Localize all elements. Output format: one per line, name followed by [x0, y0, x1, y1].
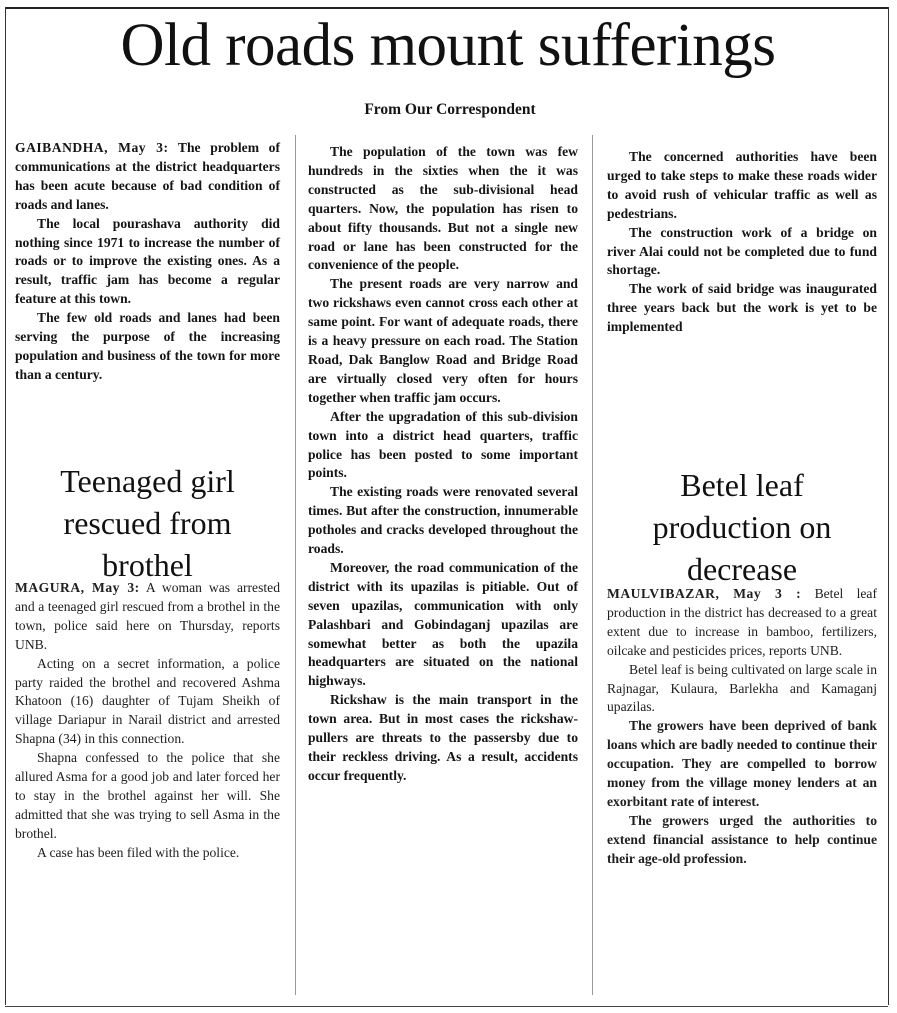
main-paragraph-6: After the upgradation of this sub-division town into a district head quarters, traffic police has been posted to some important points. — [308, 408, 578, 481]
main-paragraph-1: GAIBANDHA, May 3: The problem of communications at the district headquarters has been acute because of bad condition of roads and lanes. — [15, 140, 280, 212]
main-article-column-1 — [15, 139, 280, 382]
main-paragraph-7: The existing roads were renovated several times. But after the construction, innumerable potholes and cracks developed throughout the roads. — [308, 484, 578, 557]
main-paragraph-8: Moreover, the road communication of the district with its upazilas is pitiable. Out of seven upazilas, communication with only Palashbari and Gobindaganj upazilas are somewhat better as both the upazila headquarters are situated on the national highways. — [308, 559, 578, 689]
girl-article-body — [15, 579, 280, 863]
main-paragraph-9: Rickshaw is the main transport in the town area. But in most cases the rickshaw-pullers are threats to the passersby due to their reckless driving. As a result, accidents occur frequently. — [308, 692, 578, 783]
girl-paragraph-3: Shapna confessed to the police that she allured Asma for a good job and later forced her to stay in the brothel against her will. She admitted that she was trying to sell Asma in the brothel. — [15, 750, 280, 841]
betel-paragraph-2: Betel leaf is being cultivated on large scale in Rajnagar, Kulaura, Barlekha and Kamaganj upazilas. — [607, 661, 877, 715]
column-divider-2 — [592, 135, 593, 995]
betel-dateline: MAULVIBAZAR, May 3 : — [607, 586, 802, 601]
bottom-rule — [5, 1006, 888, 1007]
column-divider-1 — [295, 135, 296, 995]
girl-dateline: MAGURA, May 3: — [15, 580, 140, 595]
betel-headline: Betel leaf production on decrease — [652, 467, 832, 587]
main-article-column-3 — [607, 148, 877, 337]
main-paragraph-12: The work of said bridge was inaugurated three years back but the work is yet to be implemented — [607, 281, 877, 335]
betel-article-body — [607, 585, 877, 869]
betel-paragraph-4: The growers urged the authorities to extend financial assistance to help continue their age-old profession. — [607, 812, 877, 866]
betel-paragraph-3: The growers have been deprived of bank loans which are badly needed to continue their occupation. They are compelled to borrow money from the village money lenders at an exorbitant rate of interest. — [607, 718, 877, 809]
main-paragraph-5: The present roads are very narrow and two rickshaws even cannot cross each other at same point. For want of adequate roads, there is a heavy pressure on each road. The Station Road, Dak Banglow Road and Bridge Road are virtually closed very often for hours together when traffic jam occurs. — [308, 276, 578, 405]
girl-paragraph-2: Acting on a secret information, a police party raided the brothel and recovered Ashma Khatoon (16) daughter of Tujam Sheikh of village Dariapur in Narail district and arrested Shapna (34) in this connection. — [15, 655, 280, 747]
girl-paragraph-1: MAGURA, May 3: A woman was arrested and a teenaged girl rescued from a brothel in the town, police said here on Thursday, reports UNB. — [15, 580, 280, 652]
betel-paragraph-1: MAULVIBAZAR, May 3 : Betel leaf production in the district has decreased to a great extent due to increase in bamboo, fertilizers, oilcake and pesticides prices, reports UNB. — [607, 586, 877, 658]
main-paragraph-3: The few old roads and lanes had been serving the purpose of the increasing population and business of the town for more than a century. — [15, 310, 280, 382]
girl-paragraph-4: A case has been filed with the police. — [37, 844, 240, 860]
byline: From Our Correspondent — [364, 101, 536, 118]
main-paragraph-11: The construction work of a bridge on river Alai could not be completed due to fund shortage. — [607, 224, 877, 278]
main-paragraph-10: The concerned authorities have been urged to take steps to make these roads wider to avoid rush of vehicular traffic as well as pedestrians. — [607, 149, 877, 221]
main-paragraph-4: The population of the town was few hundreds in the sixties when the it was constructed as the sub-divisional head quarters. Now, the population has risen to about fifty thousands. But not a single new road or lane has been constructed for the convenience of the people. — [308, 144, 578, 273]
main-paragraph-2: The local pourashava authority did nothing since 1971 to increase the number of roads or to improve the existing ones. As a result, traffic jam has become a regular feature at this town. — [15, 215, 280, 307]
girl-headline: Teenaged girl rescued from brothel — [60, 463, 235, 583]
main-dateline: GAIBANDHA, May 3: — [15, 140, 169, 155]
main-headline: Old roads mount sufferings — [120, 12, 776, 79]
main-article-column-2 — [308, 143, 578, 783]
